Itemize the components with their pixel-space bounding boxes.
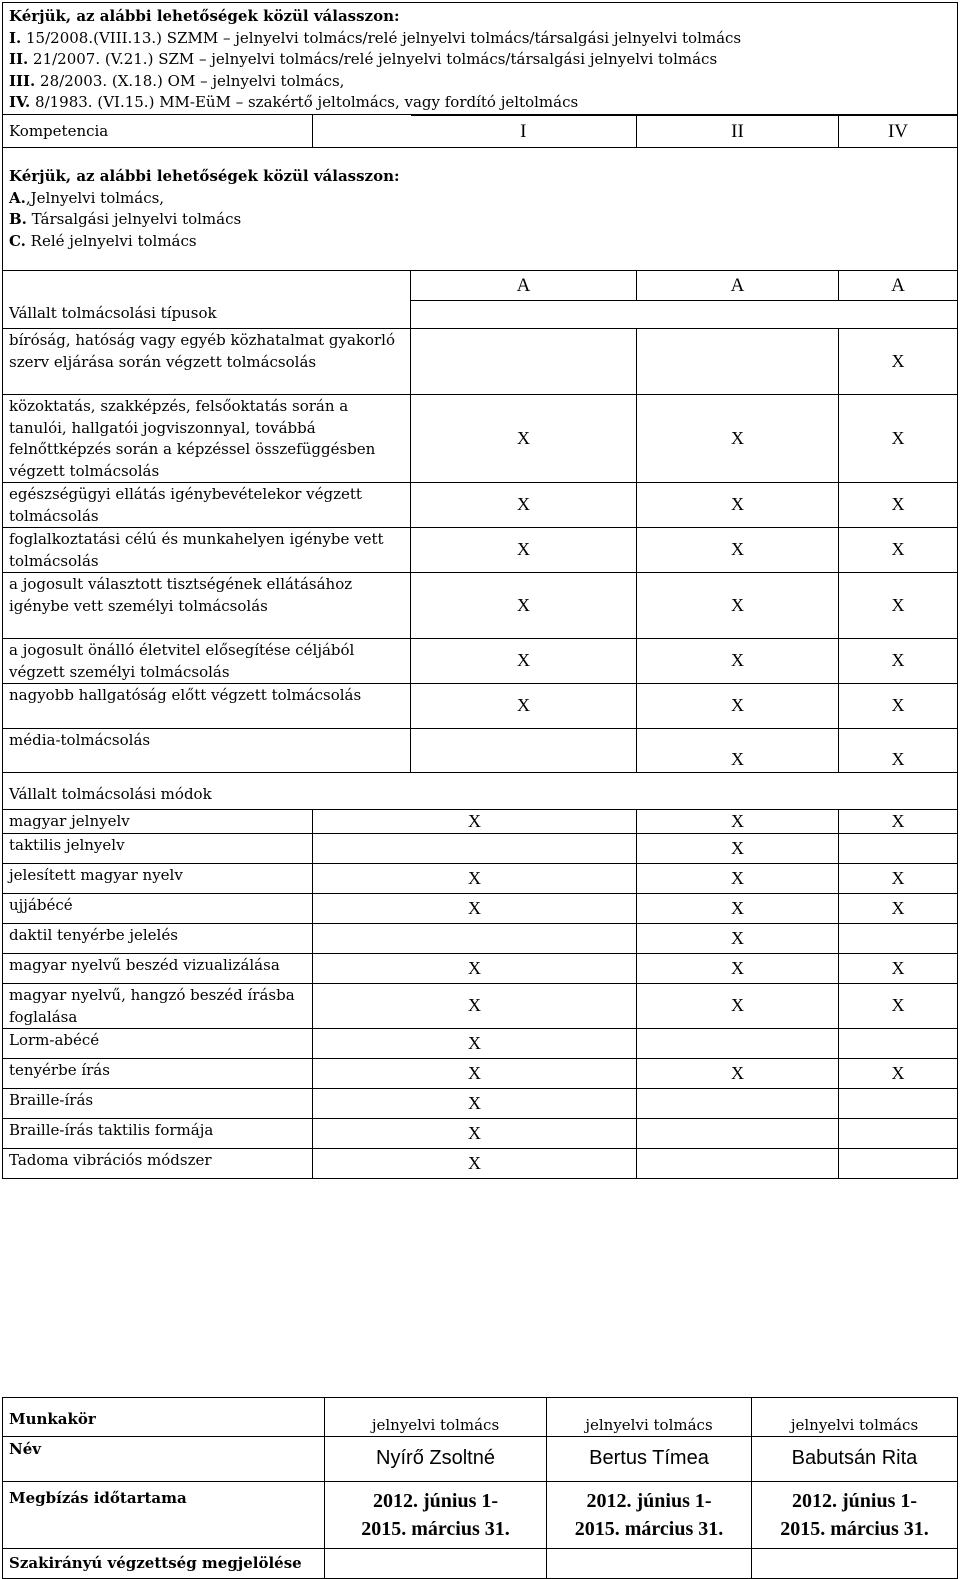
kompetencia-options-row bbox=[3, 148, 958, 271]
mark-cell: X bbox=[839, 894, 958, 924]
mark-cell: X bbox=[839, 684, 958, 729]
mark-cell: X bbox=[637, 395, 839, 483]
period-start: 2012. június 1- bbox=[791, 1490, 918, 1512]
mod-label: ujjábécé bbox=[3, 894, 313, 924]
mark-cell: X bbox=[637, 924, 839, 954]
table-row bbox=[3, 834, 958, 864]
mod-label: daktil tenyérbe jelelés bbox=[3, 924, 313, 954]
column-header-ii: II bbox=[637, 115, 839, 148]
mark-cell: X bbox=[313, 894, 637, 924]
tipus-label: a jogosult választott tisztségének ellátásához igénybe vett személyi tolmácsolás bbox=[3, 573, 411, 639]
mark-cell: X bbox=[839, 483, 958, 528]
kompetencia-value-ii: A bbox=[637, 271, 839, 301]
competency-table bbox=[2, 2, 958, 1179]
tipus-label: egészségügyi ellátás igénybevételekor végzett tolmácsolás bbox=[3, 483, 411, 528]
szakiranyu-value bbox=[547, 1549, 752, 1579]
period-cell bbox=[325, 1482, 547, 1549]
mark-cell: X bbox=[637, 984, 839, 1029]
intro-row bbox=[3, 3, 958, 115]
munkakor-label: Munkakör bbox=[3, 1398, 325, 1437]
mark-cell: X bbox=[313, 1149, 637, 1179]
mark-cell: X bbox=[313, 1029, 637, 1059]
mark-cell: X bbox=[637, 834, 839, 864]
munkakor-row bbox=[3, 1398, 958, 1437]
name-value: Babutsán Rita bbox=[752, 1437, 958, 1482]
mod-label: magyar nyelvű beszéd vizualizálása bbox=[3, 954, 313, 984]
mark-cell: X bbox=[637, 528, 839, 573]
szakiranyu-label: Szakirányú végzettség megjelölése bbox=[3, 1549, 325, 1579]
mark-cell: X bbox=[411, 573, 637, 639]
tipus-label: a jogosult önálló életvitel elősegítése céljából végzett személyi tolmácsolás bbox=[3, 639, 411, 684]
period-cell bbox=[752, 1482, 958, 1549]
table-row bbox=[3, 954, 958, 984]
tipusok-title-row bbox=[3, 271, 958, 301]
mod-label: Lorm-abécé bbox=[3, 1029, 313, 1059]
intro-prompt: Kérjük, az alábbi lehetőségek közül válasszon: bbox=[9, 7, 400, 25]
mark-cell: X bbox=[313, 864, 637, 894]
name-value: Bertus Tímea bbox=[547, 1437, 752, 1482]
mark-cell: X bbox=[411, 684, 637, 729]
megbizas-row bbox=[3, 1482, 958, 1549]
table-row bbox=[3, 1119, 958, 1149]
table-row bbox=[3, 1059, 958, 1089]
tipus-label: bíróság, hatóság vagy egyéb közhatalmat gyakorló szerv eljárása során végzett tolmácsolás bbox=[3, 329, 411, 395]
personnel-table bbox=[2, 1397, 958, 1579]
mark-cell: X bbox=[313, 810, 637, 834]
mark-cell: X bbox=[313, 954, 637, 984]
table-row bbox=[3, 1029, 958, 1059]
mark-cell: X bbox=[637, 684, 839, 729]
tipus-label: nagyobb hallgatóság előtt végzett tolmácsolás bbox=[3, 684, 411, 729]
mark-cell: X bbox=[637, 639, 839, 684]
mark-cell bbox=[411, 729, 637, 773]
mark-cell: X bbox=[839, 729, 958, 773]
tipusok-title-cell bbox=[3, 271, 411, 329]
column-header-iv: IV bbox=[839, 115, 958, 148]
mark-cell: X bbox=[411, 483, 637, 528]
kompetencia-option: A.,Jelnyelvi tolmács, bbox=[9, 188, 165, 207]
szakiranyu-row bbox=[3, 1549, 958, 1579]
intro-line: IV. 8/1983. (VI.15.) MM-EüM – szakértő jeltolmács, vagy fordító jeltolmács bbox=[9, 93, 579, 111]
mark-cell: X bbox=[637, 1059, 839, 1089]
tipusok-title: Vállalt tolmácsolási típusok bbox=[9, 303, 217, 322]
szakiranyu-value bbox=[325, 1549, 547, 1579]
kompetencia-title: Kompetencia bbox=[9, 121, 109, 140]
table-row bbox=[3, 395, 958, 483]
mark-cell bbox=[637, 1149, 839, 1179]
mark-cell: X bbox=[313, 1059, 637, 1089]
mod-label: taktilis jelnyelv bbox=[3, 834, 313, 864]
table-row bbox=[3, 329, 958, 395]
nev-row bbox=[3, 1437, 958, 1482]
kompetencia-value-iv: A bbox=[839, 271, 958, 301]
table-row bbox=[3, 894, 958, 924]
kompetencia-prompt: Kérjük, az alábbi lehetőségek közül válasszon: bbox=[9, 167, 400, 185]
mark-cell bbox=[839, 1149, 958, 1179]
mark-cell: X bbox=[839, 954, 958, 984]
table-row bbox=[3, 639, 958, 684]
tipus-label: foglalkoztatási célú és munkahelyen igénybe vett tolmácsolás bbox=[3, 528, 411, 573]
mark-cell: X bbox=[637, 810, 839, 834]
megbizas-label: Megbízás időtartama bbox=[3, 1482, 325, 1549]
mark-cell: X bbox=[839, 573, 958, 639]
kompetencia-option: B. Társalgási jelnyelvi tolmács bbox=[9, 210, 242, 228]
mod-label: Braille-írás taktilis formája bbox=[3, 1119, 313, 1149]
mark-cell: X bbox=[637, 573, 839, 639]
szakiranyu-value bbox=[752, 1549, 958, 1579]
mark-cell: X bbox=[839, 395, 958, 483]
role-value: jelnyelvi tolmács bbox=[325, 1398, 547, 1437]
kompetencia-option: C. Relé jelnyelvi tolmács bbox=[9, 231, 197, 250]
mark-cell: X bbox=[313, 1089, 637, 1119]
mark-cell: X bbox=[637, 729, 839, 773]
period-end: 2015. március 31. bbox=[780, 1518, 929, 1540]
mark-cell: X bbox=[839, 1059, 958, 1089]
kompetencia-options-cell bbox=[3, 148, 958, 271]
mark-cell bbox=[637, 1029, 839, 1059]
mark-cell: X bbox=[637, 954, 839, 984]
table-row bbox=[3, 1089, 958, 1119]
modok-title-cell bbox=[3, 773, 958, 810]
mark-cell: X bbox=[411, 639, 637, 684]
period-cell bbox=[547, 1482, 752, 1549]
mark-cell: X bbox=[839, 810, 958, 834]
intro-line: II. 21/2007. (V.21.) SZM – jelnyelvi tolmács/relé jelnyelvi tolmács/társalgási jelnyelvi tolmács bbox=[9, 50, 718, 68]
table-row bbox=[3, 810, 958, 834]
mark-cell: X bbox=[839, 984, 958, 1029]
mark-cell: X bbox=[637, 894, 839, 924]
intro-cell bbox=[3, 3, 958, 115]
intro-line: I. 15/2008.(VIII.13.) SZMM – jelnyelvi tolmács/relé jelnyelvi tolmács/társalgási jelnyelvi tolmács bbox=[9, 28, 742, 47]
name-value: Nyírő Zsoltné bbox=[325, 1437, 547, 1482]
period-end: 2015. március 31. bbox=[574, 1518, 724, 1540]
mark-cell bbox=[637, 329, 839, 395]
mark-cell bbox=[839, 1119, 958, 1149]
mark-cell: X bbox=[839, 639, 958, 684]
intro-line: III. 28/2003. (X.18.) OM – jelnyelvi tolmács, bbox=[9, 71, 345, 90]
period-end: 2015. március 31. bbox=[361, 1518, 510, 1540]
mod-label: Tadoma vibrációs módszer bbox=[3, 1149, 313, 1179]
role-value: jelnyelvi tolmács bbox=[547, 1398, 752, 1437]
tipus-label: média-tolmácsolás bbox=[3, 729, 411, 773]
mark-cell bbox=[637, 1119, 839, 1149]
mod-label: magyar nyelvű, hangzó beszéd írásba foglalása bbox=[3, 984, 313, 1029]
mark-cell bbox=[313, 834, 637, 864]
table-row bbox=[3, 1149, 958, 1179]
table-row bbox=[3, 924, 958, 954]
mark-cell: X bbox=[637, 864, 839, 894]
mark-cell bbox=[637, 1089, 839, 1119]
mod-label: Braille-írás bbox=[3, 1089, 313, 1119]
mark-cell bbox=[411, 329, 637, 395]
mark-cell: X bbox=[313, 1119, 637, 1149]
mark-cell: X bbox=[839, 528, 958, 573]
mark-cell bbox=[839, 1089, 958, 1119]
mark-cell bbox=[839, 834, 958, 864]
tipus-label: közoktatás, szakképzés, felsőoktatás során a tanulói, hallgatói jogviszonnyal, továbbá felnőttképzés során a képzéssel összefüggésben végzett tolmácsolás bbox=[3, 395, 411, 483]
mark-cell: X bbox=[839, 329, 958, 395]
mod-label: magyar jelnyelv bbox=[3, 810, 313, 834]
table-row bbox=[3, 684, 958, 729]
mark-cell: X bbox=[839, 864, 958, 894]
mod-label: jelesített magyar nyelv bbox=[3, 864, 313, 894]
table-row bbox=[3, 573, 958, 639]
period-start: 2012. június 1- bbox=[586, 1490, 712, 1512]
period-start: 2012. június 1- bbox=[372, 1490, 499, 1512]
mod-label: tenyérbe írás bbox=[3, 1059, 313, 1089]
role-value: jelnyelvi tolmács bbox=[752, 1398, 958, 1437]
column-header-i: I bbox=[411, 115, 637, 148]
mark-cell: X bbox=[411, 528, 637, 573]
table-row bbox=[3, 984, 958, 1029]
table-row bbox=[3, 864, 958, 894]
kompetencia-title-cell bbox=[3, 114, 313, 148]
mark-cell bbox=[839, 924, 958, 954]
nev-label: Név bbox=[3, 1437, 325, 1482]
table-row bbox=[3, 528, 958, 573]
mark-cell: X bbox=[637, 483, 839, 528]
modok-title-row bbox=[3, 773, 958, 810]
mark-cell bbox=[313, 924, 637, 954]
mark-cell: X bbox=[411, 395, 637, 483]
table-row bbox=[3, 483, 958, 528]
modok-title: Vállalt tolmácsolási módok bbox=[9, 784, 212, 803]
table-row bbox=[3, 729, 958, 773]
mark-cell bbox=[839, 1029, 958, 1059]
kompetencia-value-i: A bbox=[411, 271, 637, 301]
mark-cell: X bbox=[313, 984, 637, 1029]
